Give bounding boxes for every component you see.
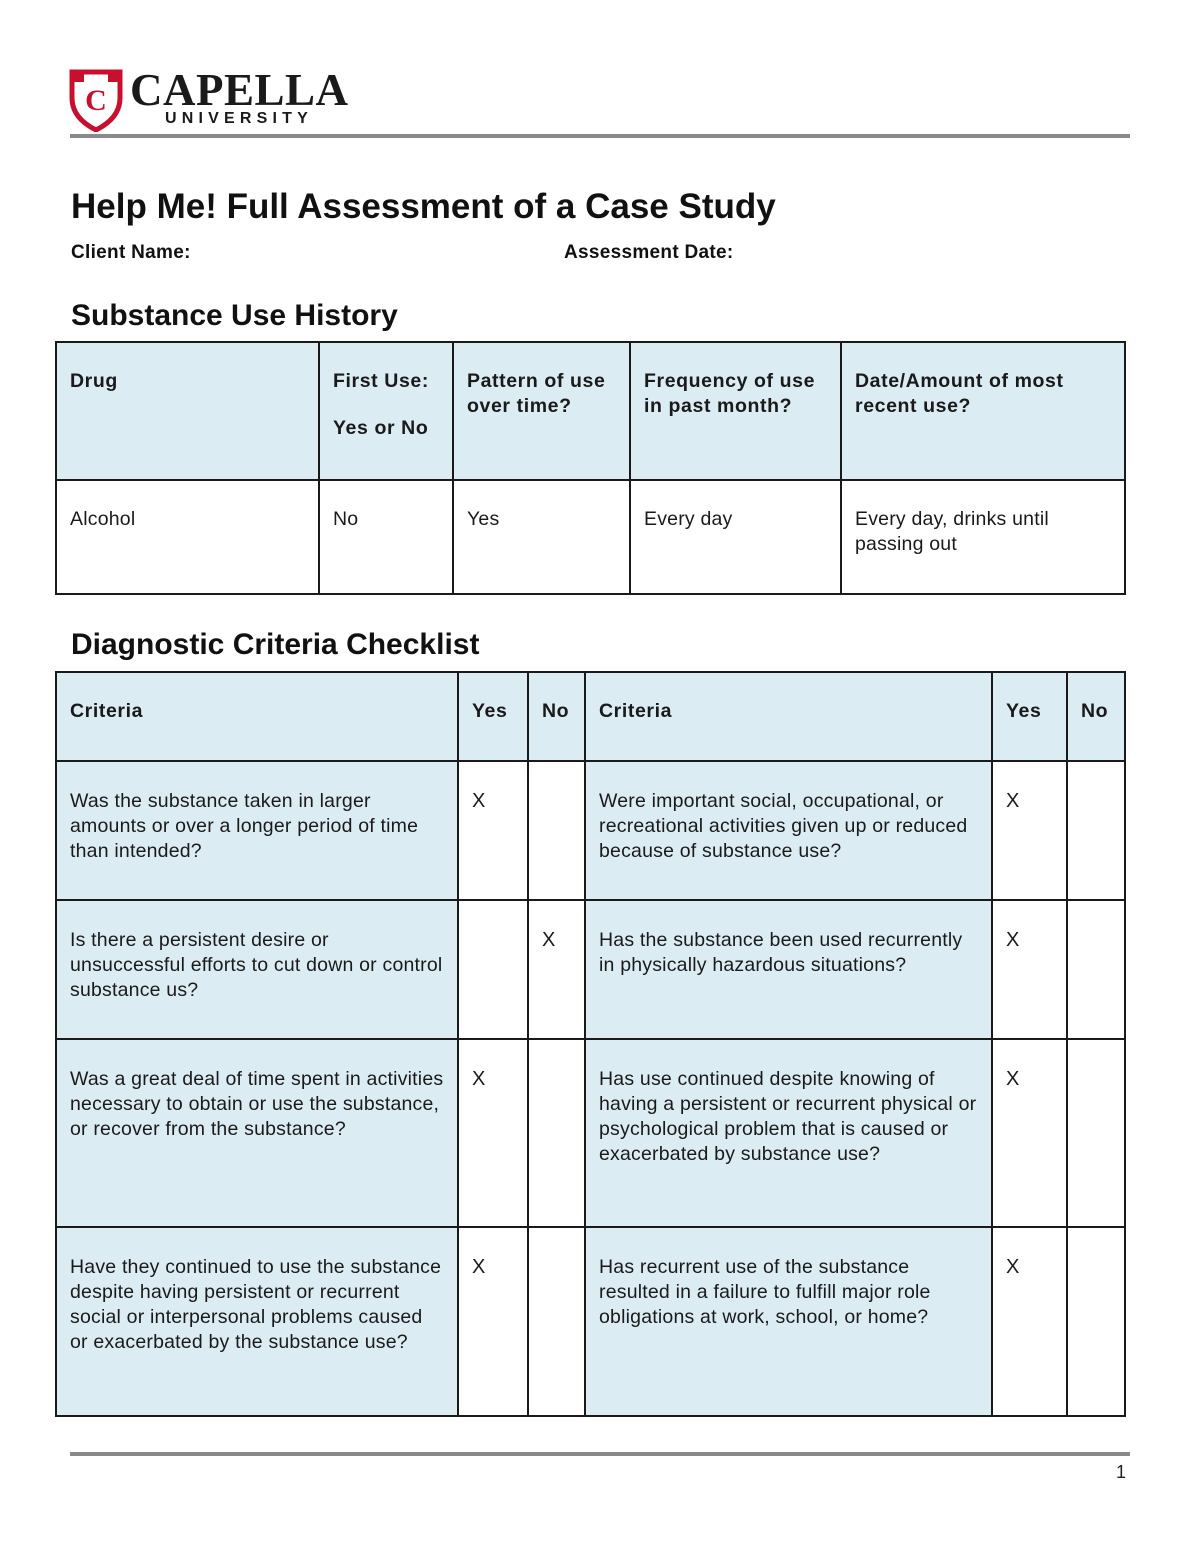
yes-mark-left: X xyxy=(458,1227,528,1416)
criteria-right: Has use continued despite knowing of having a persistent or recurrent physical or psychological problem that is caused or exacerbated by substance use? xyxy=(585,1039,992,1227)
yes-mark-right: X xyxy=(992,761,1067,900)
page-title: Help Me! Full Assessment of a Case Study xyxy=(71,187,776,226)
table-row xyxy=(56,1039,1125,1227)
no-mark-right xyxy=(1067,900,1125,1039)
no-mark-right xyxy=(1067,1227,1125,1416)
criteria-left: Was the substance taken in larger amounts or over a longer period of time than intended? xyxy=(56,761,458,900)
header-first-use-sub: Yes or No xyxy=(333,417,429,439)
header-first-use xyxy=(319,342,453,480)
logo-subword: UNIVERSITY xyxy=(165,110,314,127)
yes-mark-left: X xyxy=(458,1039,528,1227)
yes-mark-right: X xyxy=(992,900,1067,1039)
criteria-right: Were important social, occupational, or recreational activities given up or reduced because of substance use? xyxy=(585,761,992,900)
criteria-right: Has recurrent use of the substance resulted in a failure to fulfill major role obligations at work, school, or home? xyxy=(585,1227,992,1416)
shield-letter: C xyxy=(85,84,107,117)
header-yes-right: Yes xyxy=(992,672,1067,761)
header-no-right: No xyxy=(1067,672,1125,761)
header-no-left: No xyxy=(528,672,585,761)
cell-first-use: No xyxy=(319,480,453,594)
criteria-left: Is there a persistent desire or unsuccessful efforts to cut down or control substance us? xyxy=(56,900,458,1039)
yes-mark-right: X xyxy=(992,1227,1067,1416)
no-mark-left xyxy=(528,761,585,900)
header-first-use-label: First Use: xyxy=(333,370,429,392)
logo-wordmark: CAPELLA xyxy=(130,65,349,115)
table-row xyxy=(56,1227,1125,1416)
capella-logo xyxy=(68,66,358,134)
yes-mark-left xyxy=(458,900,528,1039)
criteria-left: Have they continued to use the substance despite having persistent or recurrent social or interpersonal problems caused or exacerbated by the substance use? xyxy=(56,1227,458,1416)
assessment-date-label: Assessment Date: xyxy=(564,242,734,263)
cell-pattern: Yes xyxy=(453,480,630,594)
header-drug: Drug xyxy=(56,342,319,480)
header-recent: Date/Amount of most recent use? xyxy=(841,342,1125,480)
criteria-right: Has the substance been used recurrently in physically hazardous situations? xyxy=(585,900,992,1039)
cell-recent: Every day, drinks until passing out xyxy=(841,480,1125,594)
table-row xyxy=(56,900,1125,1039)
cell-frequency: Every day xyxy=(630,480,841,594)
page-number: 1 xyxy=(1116,1462,1127,1482)
criteria-left: Was a great deal of time spent in activities necessary to obtain or use the substance, or recover from the substance? xyxy=(56,1039,458,1227)
yes-mark-right: X xyxy=(992,1039,1067,1227)
substance-use-heading: Substance Use History xyxy=(71,299,398,332)
table-header-row xyxy=(56,672,1125,761)
table-row xyxy=(56,761,1125,900)
header-yes-left: Yes xyxy=(458,672,528,761)
no-mark-left xyxy=(528,1227,585,1416)
header-divider xyxy=(70,134,1130,138)
no-mark-left xyxy=(528,1039,585,1227)
header-pattern: Pattern of use over time? xyxy=(453,342,630,480)
cell-drug: Alcohol xyxy=(56,480,319,594)
diagnostic-heading: Diagnostic Criteria Checklist xyxy=(71,628,480,661)
table-header-row xyxy=(56,342,1125,480)
table-row xyxy=(56,480,1125,594)
diagnostic-table xyxy=(55,671,1126,1417)
no-mark-left: X xyxy=(528,900,585,1039)
no-mark-right xyxy=(1067,1039,1125,1227)
substance-use-table xyxy=(55,341,1126,595)
header-criteria-right: Criteria xyxy=(585,672,992,761)
shield-icon xyxy=(68,68,124,132)
no-mark-right xyxy=(1067,761,1125,900)
footer-divider xyxy=(70,1452,1130,1456)
yes-mark-left: X xyxy=(458,761,528,900)
header-frequency: Frequency of use in past month? xyxy=(630,342,841,480)
header-criteria-left: Criteria xyxy=(56,672,458,761)
client-name-label: Client Name: xyxy=(71,242,191,263)
